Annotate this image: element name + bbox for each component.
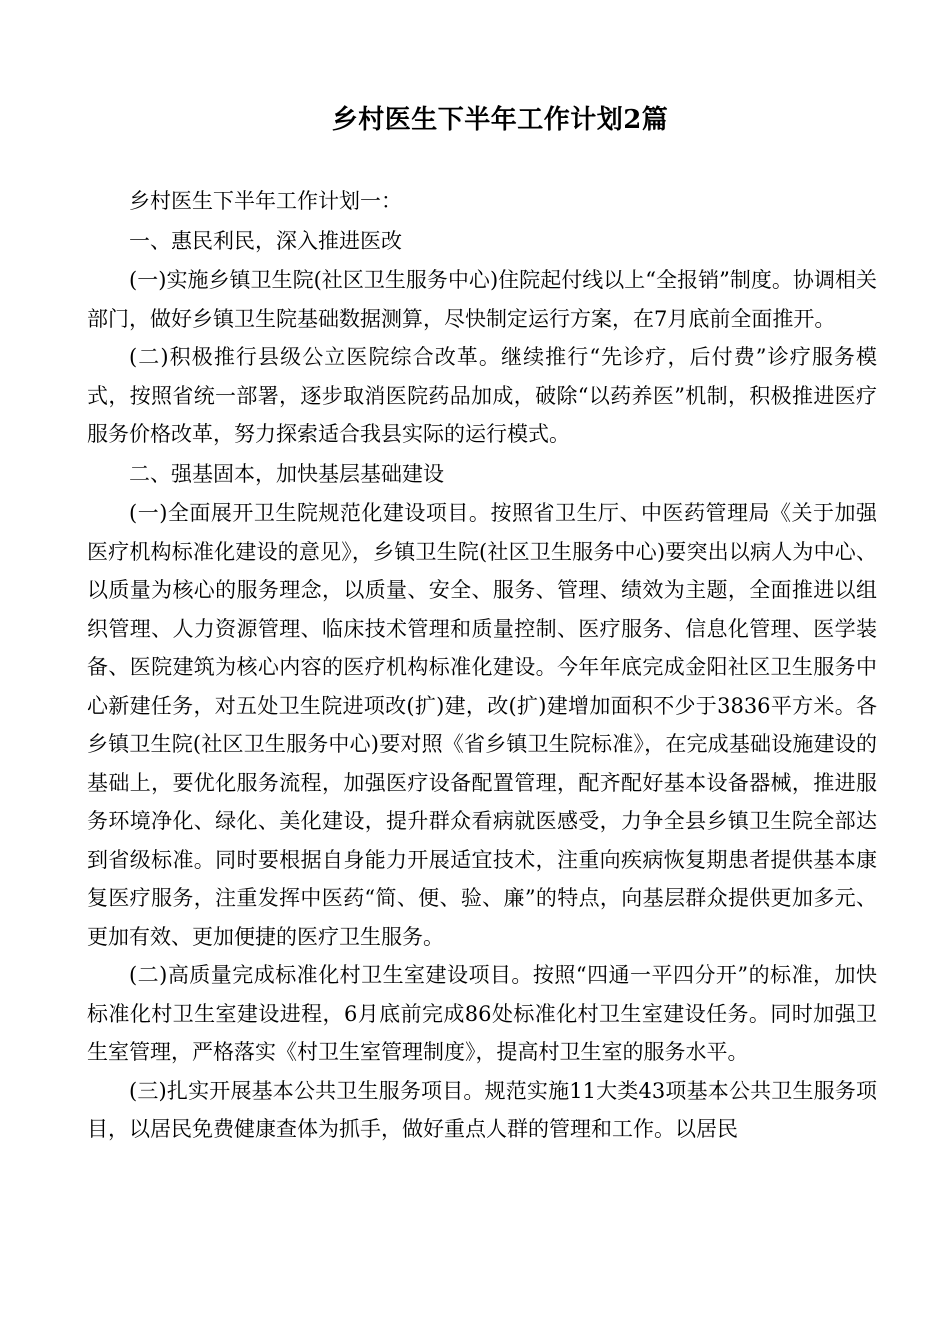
- paragraph-1-1: (一)实施乡镇卫生院(社区卫生服务中心)住院起付线以上“全报销”制度。协调相关部门，做好乡镇卫生院基础数据测算，尽快制定运行方案，在7月底前全面推开。: [87, 268, 877, 331]
- paragraph-plan-one-heading: 乡村医生下半年工作计划一：: [129, 189, 402, 213]
- section-heading-1: 一、惠民利民，深入推进医改: [129, 228, 402, 253]
- document-body: [87, 182, 877, 1149]
- paragraph-1-2: (二)积极推行县级公立医院综合改革。继续推行“先诊疗，后付费”诊疗服务模式，按照省统一部署，逐步取消医院药品加成，破除“以药养医”机制，积极推进医疗服务价格改革，努力探索适合我县实际的运行模式。: [87, 345, 877, 446]
- paragraph-2-1: (一)全面展开卫生院规范化建设项目。按照省卫生厅、中医药管理局《关于加强医疗机构标准化建设的意见》，乡镇卫生院(社区卫生服务中心)要突出以病人为中心、以质量为核心的服务理念，以质量、安全、服务、管理、绩效为主题，全面推进以组织管理、人力资源管理、临床技术管理和质量控制、医疗服务、信息化管理、医学装备、医院建筑为核心内容的医疗机构标准化建设。今年年底完成金阳社区卫生服务中心新建任务，对五处卫生院进项改(扩)建，改(扩)建增加面积不少于3836平方米。各乡镇卫生院(社区卫生服务中心)要对照《省乡镇卫生院标准》，在完成基础设施建设的基础上，要优化服务流程，加强医疗设备配置管理，配齐配好基本设备器械，推进服务环境净化、绿化、美化建设，提升群众看病就医感受，力争全县乡镇卫生院全部达到省级标准。同时要根据自身能力开展适宜技术，注重向疾病恢复期患者提供基本康复医疗服务，注重发挥中医药“简、便、验、廉”的特点，向基层群众提供更加多元、更加有效、更加便捷的医疗卫生服务。: [87, 501, 877, 949]
- document-title: 乡村医生下半年工作计划2篇: [331, 105, 669, 135]
- section-heading-2: 二、强基固本，加快基层基础建设: [129, 461, 444, 486]
- paragraph-2-2: (二)高质量完成标准化村卫生室建设项目。按照“四通一平四分开”的标准，加快标准化村卫生室建设进程，6月底前完成86处标准化村卫生室建设任务。同时加强卫生室管理，严格落实《村卫生室管理制度》，提高村卫生室的服务水平。: [87, 963, 877, 1064]
- paragraph-2-3: (三)扎实开展基本公共卫生服务项目。规范实施11大类43项基本公共卫生服务项目，以居民免费健康查体为抓手，做好重点人群的管理和工作。以居民: [87, 1078, 877, 1141]
